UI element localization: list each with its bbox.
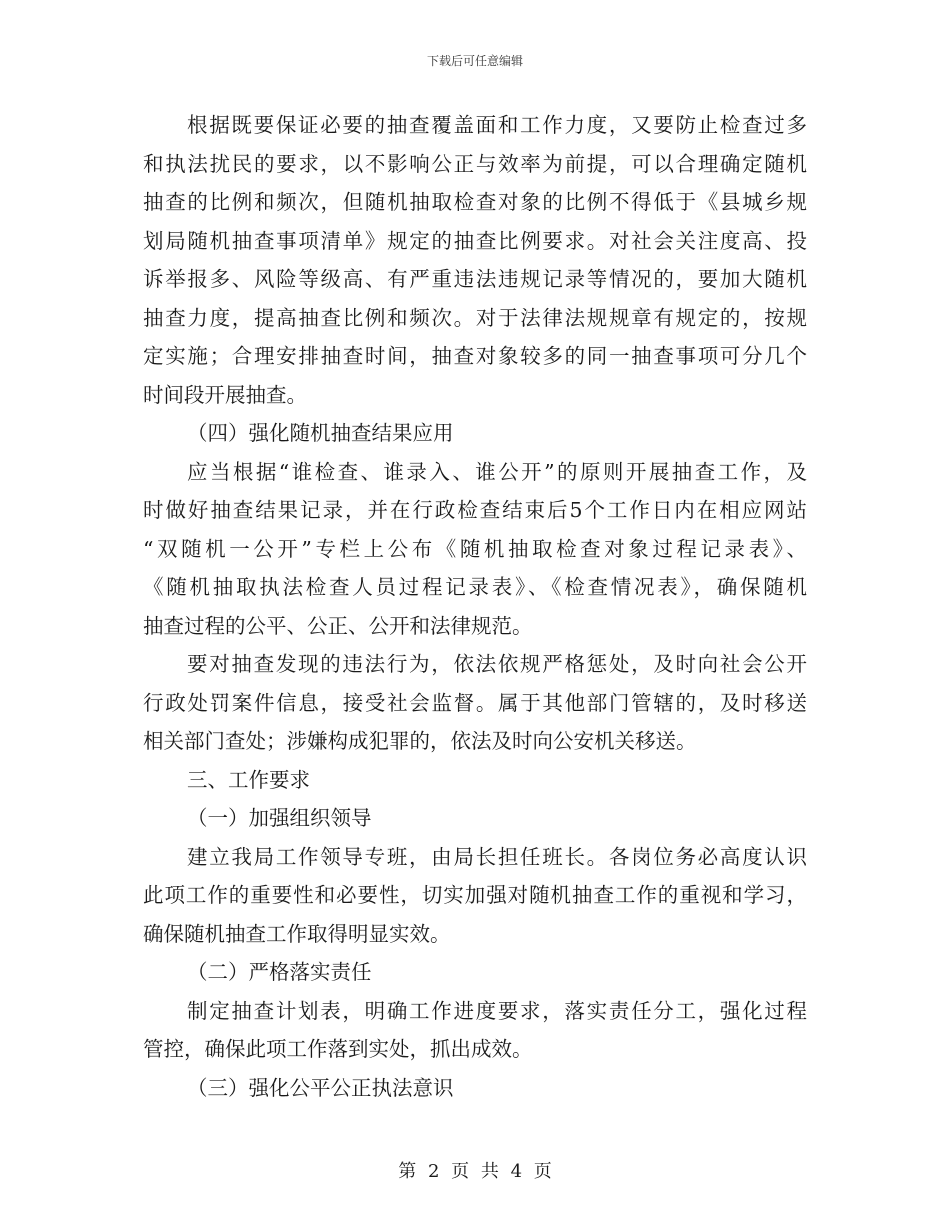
section-heading: （二）严格落实责任 (187, 960, 372, 984)
paragraph-line: 根据既要保证必要的抽查覆盖面和工作力度，又要防止检查过多 (187, 113, 807, 137)
paragraph-line: 确保随机抽查工作取得明显实效。 (143, 921, 451, 946)
paragraph-line: 抽查过程的公平、公正、公开和法律规范。 (143, 613, 533, 638)
paragraph-line: 抽查力度，提高抽查比例和频次。对于法律法规规章有规定的，按规 (143, 305, 807, 330)
paragraph-line: 时间段开展抽查。 (143, 382, 307, 407)
paragraph-line: 定实施；合理安排抽查时间，抽查对象较多的同一抽查事项可分几个 (143, 344, 807, 368)
paragraph-line: 制定抽查计划表，明确工作进度要求，落实责任分工，强化过程 (187, 998, 807, 1023)
paragraph-line: 行政处罚案件信息，接受社会监督。属于其他部门管辖的，及时移送 (143, 690, 807, 715)
section-heading: （一）加强组织领导 (187, 806, 372, 830)
paragraph-line: 此项工作的重要性和必要性，切实加强对随机抽查工作的重视和学习， (143, 883, 807, 907)
paragraph-line: 抽查的比例和频次，但随机抽取检查对象的比例不得低于《县城乡规 (143, 190, 807, 214)
document-body (143, 106, 807, 1107)
section-heading: （四）强化随机抽查结果应用 (187, 421, 454, 445)
page-header: 下载后可任意编辑 (426, 54, 523, 68)
section-heading: 三、工作要求 (187, 767, 310, 792)
paragraph-line: 《随机抽取执法检查人员过程记录表》、《检查情况表》，确保随机 (143, 575, 807, 599)
paragraph-line: 应当根据“谁检查、谁录入、谁公开”的原则开展抽查工作，及 (187, 459, 807, 484)
paragraph-line: 要对抽查发现的违法行为，依法依规严格惩处，及时向社会公开 (187, 652, 807, 676)
paragraph-line: 相关部门查处；涉嫌构成犯罪的，依法及时向公安机关移送。 (143, 729, 697, 753)
paragraph-line: 诉举报多、风险等级高、有严重违法违规记录等情况的，要加大随机 (143, 267, 807, 291)
paragraph-line: 和执法扰民的要求，以不影响公正与效率为前提，可以合理确定随机 (143, 151, 807, 176)
paragraph-line: “双随机一公开”专栏上公布《随机抽取检查对象过程记录表》、 (143, 536, 807, 561)
paragraph-line: 划局随机抽查事项清单》规定的抽查比例要求。对社会关注度高、投 (143, 228, 807, 253)
paragraph-line: 时做好抽查结果记录，并在行政检查结束后5个工作日内在相应网站 (143, 498, 807, 522)
page-number-footer: 第 2 页 共 4 页 (398, 1161, 552, 1182)
paragraph-line: 管控，确保此项工作落到实处，抓出成效。 (143, 1037, 533, 1061)
section-heading: （三）强化公平公正执法意识 (187, 1075, 454, 1100)
paragraph-line: 建立我局工作领导专班，由局长担任班长。各岗位务必高度认识 (187, 844, 807, 869)
